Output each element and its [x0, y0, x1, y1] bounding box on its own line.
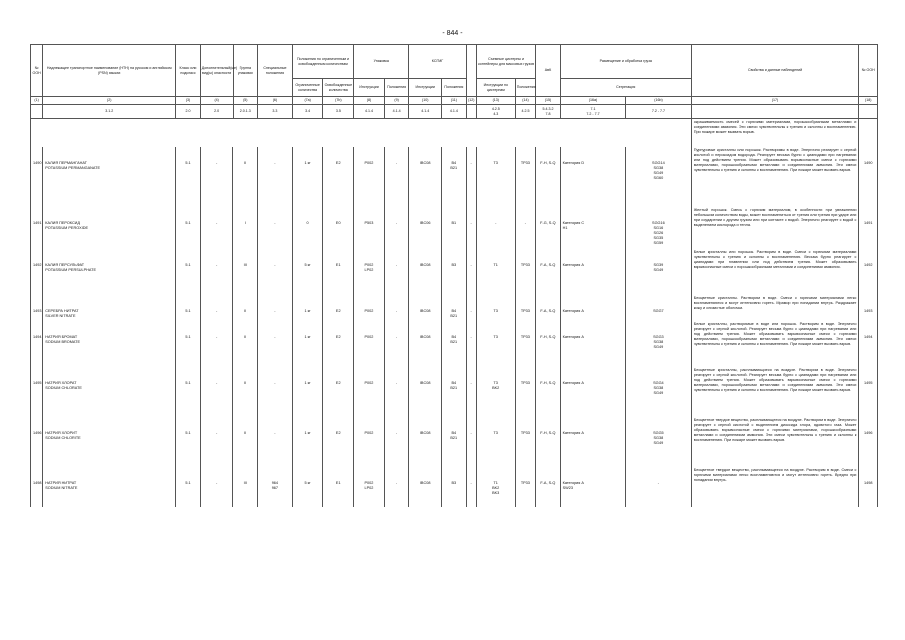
- un-number-cell: 1493: [31, 295, 43, 321]
- cell-exc: E2: [323, 295, 354, 321]
- cell-pi: P002: [354, 367, 385, 417]
- cell-ibcp: B3: [442, 467, 467, 507]
- cell-ems: F-A, S-Q: [536, 467, 561, 507]
- column-reference: 3.5: [323, 105, 354, 119]
- dangerous-goods-list: [30, 44, 878, 507]
- page-number: - 844 -: [442, 30, 463, 37]
- cell-exc: E2: [323, 367, 354, 417]
- cell-lim: 1 кг: [292, 367, 323, 417]
- cell-ibcp: B1: [442, 207, 467, 249]
- hdr-packing-group: Группа упаковки: [233, 45, 258, 97]
- cell-exc: E2: [323, 147, 354, 207]
- cell-ems: F-H, S-Q: [536, 367, 561, 417]
- hdr-tank-provisions: Положения: [515, 79, 535, 97]
- name-en: POTASSIUM PERSULPHATE: [45, 268, 96, 272]
- cell-lim: 1 кг: [292, 147, 323, 207]
- cell-ibc: IBC08: [409, 321, 442, 367]
- cell-tank: T1: [476, 249, 515, 295]
- table-body: [30, 119, 878, 507]
- column-reference: [31, 105, 43, 119]
- cell-cls: 5.1: [176, 321, 201, 367]
- un-number-cell: 1498: [31, 467, 43, 507]
- stowage-cell: Категория A: [560, 417, 625, 467]
- table-header: [30, 44, 878, 119]
- cell-ems: F-G, S-Q: [536, 207, 561, 249]
- cell-ibc: IBC08: [409, 249, 442, 295]
- hdr-subsidiary-risk: Дополнительный(ые) вид(ы) опасности: [200, 45, 233, 97]
- cell-tank: -: [476, 207, 515, 249]
- column-number: (3): [176, 97, 201, 105]
- name-ru: НАТРИЯ БРОМАТ: [45, 335, 78, 339]
- table-row: [31, 467, 878, 507]
- cell-sp: -: [257, 207, 292, 249]
- cell-sub: -: [200, 249, 233, 295]
- column-number: (16a): [560, 97, 625, 105]
- un-number-cell: 1490: [859, 147, 878, 207]
- cell-segr: SG39 SG49: [626, 249, 692, 295]
- cell-tankp: TP33: [515, 295, 535, 321]
- cell-cls: 5.1: [176, 467, 201, 507]
- cell-ibcp: B4 B21: [442, 147, 467, 207]
- cell-segr: SGG7: [626, 295, 692, 321]
- cell-segr: SGG4 SG38 SG49: [626, 367, 692, 417]
- cell-ems: F-H, S-Q: [536, 417, 561, 467]
- cell-exc: E0: [323, 207, 354, 249]
- table-row: [31, 417, 878, 467]
- cell-lim: 5 кг: [292, 467, 323, 507]
- cell-ibc: IBC08: [409, 417, 442, 467]
- cell-col12: -: [466, 417, 476, 467]
- column-reference: 4.1.4: [442, 105, 467, 119]
- cell-col12: -: [466, 147, 476, 207]
- column-reference: 4.2.5 4.3: [476, 105, 515, 119]
- un-number-cell: 1498: [859, 467, 878, 507]
- properties-text: Бесцветное твердое вещество, расплывающееся на воздухе. Растворим в воде. Энергично реагирует с серной кислотой с выделением диоксида хлора, ядовитого газа. Может образовывать взрывоопасные смеси с горючими материалами, порошкообразными металлами и соединениями аммония. Эти смеси чувствительны к трению и склонны к воспламенению. При пожаре может вызвать взрыв.: [691, 417, 859, 467]
- cell-pp: -: [384, 249, 409, 295]
- substance-name: [43, 321, 176, 367]
- cell-tank: T3 BK2: [476, 367, 515, 417]
- cell-pi: P002 LP02: [354, 249, 385, 295]
- name-en: SODIUM NITRATE: [45, 486, 78, 490]
- hdr-special-provisions: Специальные положения: [258, 45, 293, 97]
- cell-exc: E2: [323, 321, 354, 367]
- properties-text: Пурпуровые кристаллы или порошок. Растворимы в воде. Энергично реагирует с серной кислотой и пероксидом водорода. Реагирует весьма бурно с цианидами при нагревании или под действием трения. Может образовывать взрывоопасные смеси с горючими материалами, порошкообразными металлами и соединениями аммония. Эти смеси чувствительны к трению и склонны к воспламенению. При пожаре может вызвать взрыв.: [691, 147, 859, 207]
- cell-tankp: TP33: [515, 321, 535, 367]
- stowage-cell: Категория A SW23: [560, 467, 625, 507]
- column-number: (17): [691, 97, 859, 105]
- cell-pg: II: [233, 321, 258, 367]
- substance-name: [43, 417, 176, 467]
- un-number-cell: 1491: [31, 207, 43, 249]
- cell-pg: I: [233, 207, 258, 249]
- un-number-cell: 1492: [859, 249, 878, 295]
- cell-pp: -: [384, 417, 409, 467]
- cell-tank: T3: [476, 295, 515, 321]
- name-ru: НАТРИЯ НИТРАТ: [45, 481, 77, 485]
- stowage-cell: Категория A: [560, 295, 625, 321]
- hdr-psn: Надлежащее транспортное наименование (НТН) на русском и английском (PSN) языках: [43, 45, 176, 97]
- column-reference: 3.3: [258, 105, 293, 119]
- name-en: SODIUM CHLORATE: [45, 386, 82, 390]
- column-number: (16b): [626, 97, 691, 105]
- cell-sp: -: [257, 249, 292, 295]
- cell-segr: SGG5 SG38 SG49: [626, 417, 692, 467]
- cell-tankp: TP33: [515, 147, 535, 207]
- un-number-cell: 1494: [859, 321, 878, 367]
- cell-ibc: IBC08: [409, 295, 442, 321]
- cell-ems: F-H, S-Q: [536, 147, 561, 207]
- cell-pg: III: [233, 249, 258, 295]
- hdr-pack-provisions: Положения: [384, 79, 409, 97]
- cell-sp: -: [257, 321, 292, 367]
- cell-sp: -: [257, 417, 292, 467]
- cell-pi: P002: [354, 147, 385, 207]
- cell-ibc: IBC08: [409, 147, 442, 207]
- cell-ems: F-A, S-Q: [536, 295, 561, 321]
- cell-cls: 5.1: [176, 417, 201, 467]
- cell-lim: 5 кг: [292, 249, 323, 295]
- name-ru: КАЛИЯ ПЕРМАНГАНАТ: [45, 161, 87, 165]
- column-number: (1): [31, 97, 43, 105]
- stowage-cell: Категория D: [560, 147, 625, 207]
- cell-tank: T3: [476, 321, 515, 367]
- cell-ibcp: B4 B21: [442, 295, 467, 321]
- properties-text: Белые кристаллы, растворимые в воде или порошок. Растворим в воде. Энергично реагирует с серной кислотой. Реагирует весьма бурно с цианидами при нагревании или под действием трения. Может образовывать взрывоопасные смеси с горючими материалами, порошкообразными металлами и соединениями аммония. Эти смеси чувствительны к трению и склонны к воспламенению. При пожаре может вызвать взрыв.: [691, 321, 859, 367]
- cell-segr: SGG14 SG38 SG49 SG60: [626, 147, 692, 207]
- name-ru: КАЛИЯ ПЕРОКСИД: [45, 221, 80, 225]
- column-reference: 4.2.5: [515, 105, 535, 119]
- substance-name: [43, 295, 176, 321]
- hdr-limited-excepted: Положения по ограниченным и освобожденным количествам: [292, 45, 353, 79]
- column-reference: 3.1.2: [43, 105, 176, 119]
- column-number: (9): [384, 97, 409, 105]
- name-ru: КАЛИЯ ПЕРСУЛЬФАТ: [45, 263, 85, 267]
- name-en: SILVER NITRATE: [45, 314, 76, 318]
- cell-cls: 5.1: [176, 249, 201, 295]
- cell-tankp: TP33: [515, 467, 535, 507]
- substance-name: [43, 147, 176, 207]
- cell-segr: SGG16 SG16 SG26 SG35 SG59: [626, 207, 692, 249]
- cell-ibcp: B4 B21: [442, 321, 467, 367]
- column-number: (10): [409, 97, 442, 105]
- column-reference: 2.0: [176, 105, 201, 119]
- cell-cls: 5.1: [176, 207, 201, 249]
- column-refs-row: [31, 105, 878, 119]
- cell-pg: II: [233, 367, 258, 417]
- column-reference: 2.0.1.3: [233, 105, 258, 119]
- name-ru: НАТРИЯ ХЛОРАТ: [45, 381, 77, 385]
- substance-name: [43, 207, 176, 249]
- cell-sub: -: [200, 467, 233, 507]
- cell-pi: P002: [354, 295, 385, 321]
- column-reference: [691, 105, 859, 119]
- un-number-cell: 1490: [31, 147, 43, 207]
- cell-pg: II: [233, 295, 258, 321]
- cell-col12: -: [466, 207, 476, 249]
- hdr-pack-instructions: Инструкции: [354, 79, 385, 97]
- un-number-cell: 1496: [859, 417, 878, 467]
- column-number: (4): [200, 97, 233, 105]
- cell-exc: E1: [323, 249, 354, 295]
- properties-text: Бесцветное твердое вещество, расплывающееся на воздухе. Растворим в воде. Смеси с горючими материалами легко воспламеняются и могут интенсивно гореть. Вредно при попадании внутрь.: [691, 467, 859, 507]
- cell-tank: T1 BK2 BK3: [476, 467, 515, 507]
- column-number: (5): [233, 97, 258, 105]
- stowage-cell: Категория C H1: [560, 207, 625, 249]
- un-number-cell: 1496: [31, 417, 43, 467]
- hdr-packing: Упаковка: [354, 45, 409, 79]
- cell-segr: SGG3 SG38 SG49: [626, 321, 692, 367]
- column-reference: 4.1.4: [409, 105, 442, 119]
- column-number: (7a): [292, 97, 323, 105]
- cell-sp: 964 967: [257, 467, 292, 507]
- un-number-cell: 1495: [31, 367, 43, 417]
- substance-name: [43, 367, 176, 417]
- cell-exc: E2: [323, 417, 354, 467]
- cell-pp: -: [384, 295, 409, 321]
- name-en: SODIUM CHLORITE: [45, 436, 81, 440]
- cell-ems: F-H, S-Q: [536, 321, 561, 367]
- cell-col12: -: [466, 467, 476, 507]
- un-number-cell: 1494: [31, 321, 43, 367]
- cell-pg: II: [233, 417, 258, 467]
- un-number-cell: 1493: [859, 295, 878, 321]
- cell-col12: -: [466, 367, 476, 417]
- cell-pi: P002: [354, 417, 385, 467]
- cell-pi: P002: [354, 321, 385, 367]
- cell-pp: -: [384, 321, 409, 367]
- column-reference: 4.1.4: [384, 105, 409, 119]
- stowage-cell: Категория A: [560, 249, 625, 295]
- hdr-ems: АвК: [536, 45, 561, 97]
- cell-cls: 5.1: [176, 367, 201, 417]
- cell-ibcp: B4 B21: [442, 367, 467, 417]
- column-reference: [466, 105, 476, 119]
- cell-cls: 5.1: [176, 295, 201, 321]
- cell-ibc: IBC08: [409, 367, 442, 417]
- hdr-ibc-instructions: Инструкции: [409, 79, 442, 97]
- column-number: (15): [536, 97, 561, 105]
- cell-col12: -: [466, 295, 476, 321]
- cell-segr: -: [626, 467, 692, 507]
- column-number: (12): [466, 97, 476, 105]
- cell-col12: -: [466, 321, 476, 367]
- cell-ibcp: B4 B21: [442, 417, 467, 467]
- column-number: (13): [476, 97, 515, 105]
- cell-sub: -: [200, 295, 233, 321]
- name-en: POTASSIUM PERMANGANATE: [45, 166, 100, 170]
- hdr-un-number: № ООН: [31, 45, 43, 97]
- cell-pg: III: [233, 467, 258, 507]
- cell-sub: -: [200, 147, 233, 207]
- stowage-cell: Категория A: [560, 321, 625, 367]
- cell-tank: T3: [476, 147, 515, 207]
- properties-text: Белые кристаллы или порошок. Растворим в воде. Смеси с горючими материалами чувствительны к трению и склонны к воспламенению. Весьма бурно реагирует с цианидами при плавлении или под действием трения. Может образовывать взрывоопасные смеси с порошкообразными металлами и соединениями аммония.: [691, 249, 859, 295]
- hdr-excepted: Освобожденные количества: [323, 79, 354, 97]
- cell-tankp: -: [515, 207, 535, 249]
- cell-ibcp: B3: [442, 249, 467, 295]
- column-numbers-row: [31, 97, 878, 105]
- column-number: (11): [442, 97, 467, 105]
- column-reference: 4.1.4: [354, 105, 385, 119]
- cell-sub: -: [200, 367, 233, 417]
- cell-exc: E1: [323, 467, 354, 507]
- un-number-cell: 1492: [31, 249, 43, 295]
- cell-pg: II: [233, 147, 258, 207]
- name-ru: СЕРЕБРА НИТРАТ: [45, 309, 79, 313]
- cell-lim: 1 кг: [292, 321, 323, 367]
- hdr-ibc: КСГМГ: [409, 45, 466, 79]
- table-row: [31, 249, 878, 295]
- hdr-portable-tanks: Съемные цистерны и контейнеры для массовых грузов: [476, 45, 535, 79]
- table-row: [31, 295, 878, 321]
- cell-cls: 5.1: [176, 147, 201, 207]
- cell-ibc: IBC08: [409, 467, 442, 507]
- column-number: (8): [354, 97, 385, 105]
- cell-sub: -: [200, 417, 233, 467]
- substance-name: [43, 249, 176, 295]
- cell-pp: -: [384, 467, 409, 507]
- hdr-class: Класс или подкласс: [176, 45, 201, 97]
- column-number: (7b): [323, 97, 354, 105]
- intro-properties-text: окрашиваемость смесей с горючими материалами, порошкообразными металлами и соединениями аммония. Эти смеси чувствительны к трению и склонны к воспламенению. При пожаре может вызвать взрыв.: [691, 119, 859, 147]
- column-reference: 5.4.3.2 7.8: [536, 105, 561, 119]
- column-number: (18): [859, 97, 878, 105]
- table-row: [31, 207, 878, 249]
- name-en: SODIUM BROMATE: [45, 340, 81, 344]
- column-number: (14): [515, 97, 535, 105]
- cell-pp: -: [384, 367, 409, 417]
- cell-sub: -: [200, 321, 233, 367]
- cell-sub: -: [200, 207, 233, 249]
- hdr-tank-instructions: Инструкции по цистернам: [476, 79, 515, 97]
- column-number: (6): [258, 97, 293, 105]
- properties-text: Бесцветные кристаллы. Растворим в воде. Смеси с горючими материалами легко воспламеняются и могут интенсивно гореть. Мрамор при попадании внутрь. Раздражает кожу и слизистые оболочки.: [691, 295, 859, 321]
- hdr-ibc-provisions: Положения: [442, 79, 467, 97]
- cell-col12: -: [466, 249, 476, 295]
- column-reference: 7.2 - 7.7: [626, 105, 691, 119]
- hdr-col12: [466, 45, 476, 97]
- cell-lim: 1 кг: [292, 417, 323, 467]
- name-ru: НАТРИЯ ХЛОРИТ: [45, 431, 78, 435]
- table-row: [31, 321, 878, 367]
- column-reference: 3.4: [292, 105, 323, 119]
- cell-tankp: TP33: [515, 417, 535, 467]
- un-number-cell: 1491: [859, 207, 878, 249]
- table-row: [31, 147, 878, 207]
- cell-lim: 1 кг: [292, 295, 323, 321]
- hdr-limited: Ограниченные количества: [292, 79, 323, 97]
- cell-sp: -: [257, 147, 292, 207]
- hdr-stowage-segregation: Сегрегация: [560, 79, 691, 97]
- cell-ibc: IBC06: [409, 207, 442, 249]
- stowage-cell: Категория A: [560, 367, 625, 417]
- cell-tankp: TP33: [515, 367, 535, 417]
- cell-sp: -: [257, 367, 292, 417]
- name-en: POTASSIUM PEROXIDE: [45, 226, 89, 230]
- cell-sp: -: [257, 295, 292, 321]
- column-number: (2): [43, 97, 176, 105]
- cell-pp: -: [384, 147, 409, 207]
- un-number-cell: 1495: [859, 367, 878, 417]
- properties-text: Желтый порошок. Смесь с горючим материалом, в особенности при увлажнении небольшим количеством воды, может воспламениться от трения или трения при ударе или при соударении с другим грузом или при контакте с водой. Энергично реагирует с водой с выделением кислорода и тепла.: [691, 207, 859, 249]
- cell-pi: P503: [354, 207, 385, 249]
- column-reference: 2.0: [200, 105, 233, 119]
- cell-tank: T3: [476, 417, 515, 467]
- cell-tankp: TP33: [515, 249, 535, 295]
- cell-ems: F-A, S-Q: [536, 249, 561, 295]
- table-row: [31, 367, 878, 417]
- cell-pi: P002 LP02: [354, 467, 385, 507]
- properties-text: Бесцветные кристаллы, расплывающиеся на воздухе. Растворим в воде. Энергично реагирует с серной кислотой. Реагирует весьма бурно с цианидами при нагревании или под действием трения. Может образовывать взрывоопасные смеси с горючими материалами, порошкообразными металлами и соединениями аммония. Эти смеси чувствительны к трению и склонны к воспламенению. При пожаре может вызвать взрыв.: [691, 367, 859, 417]
- column-reference: [859, 105, 878, 119]
- cell-lim: 0: [292, 207, 323, 249]
- hdr-stowage: Размещение и обработка груза: [560, 45, 691, 79]
- substance-name: [43, 467, 176, 507]
- hdr-un-number-right: № ООН: [859, 45, 878, 97]
- column-reference: 7.1 7.2 - 7.7: [560, 105, 625, 119]
- cell-pp: -: [384, 207, 409, 249]
- hdr-properties: Свойства и данные наблюдений: [691, 45, 859, 97]
